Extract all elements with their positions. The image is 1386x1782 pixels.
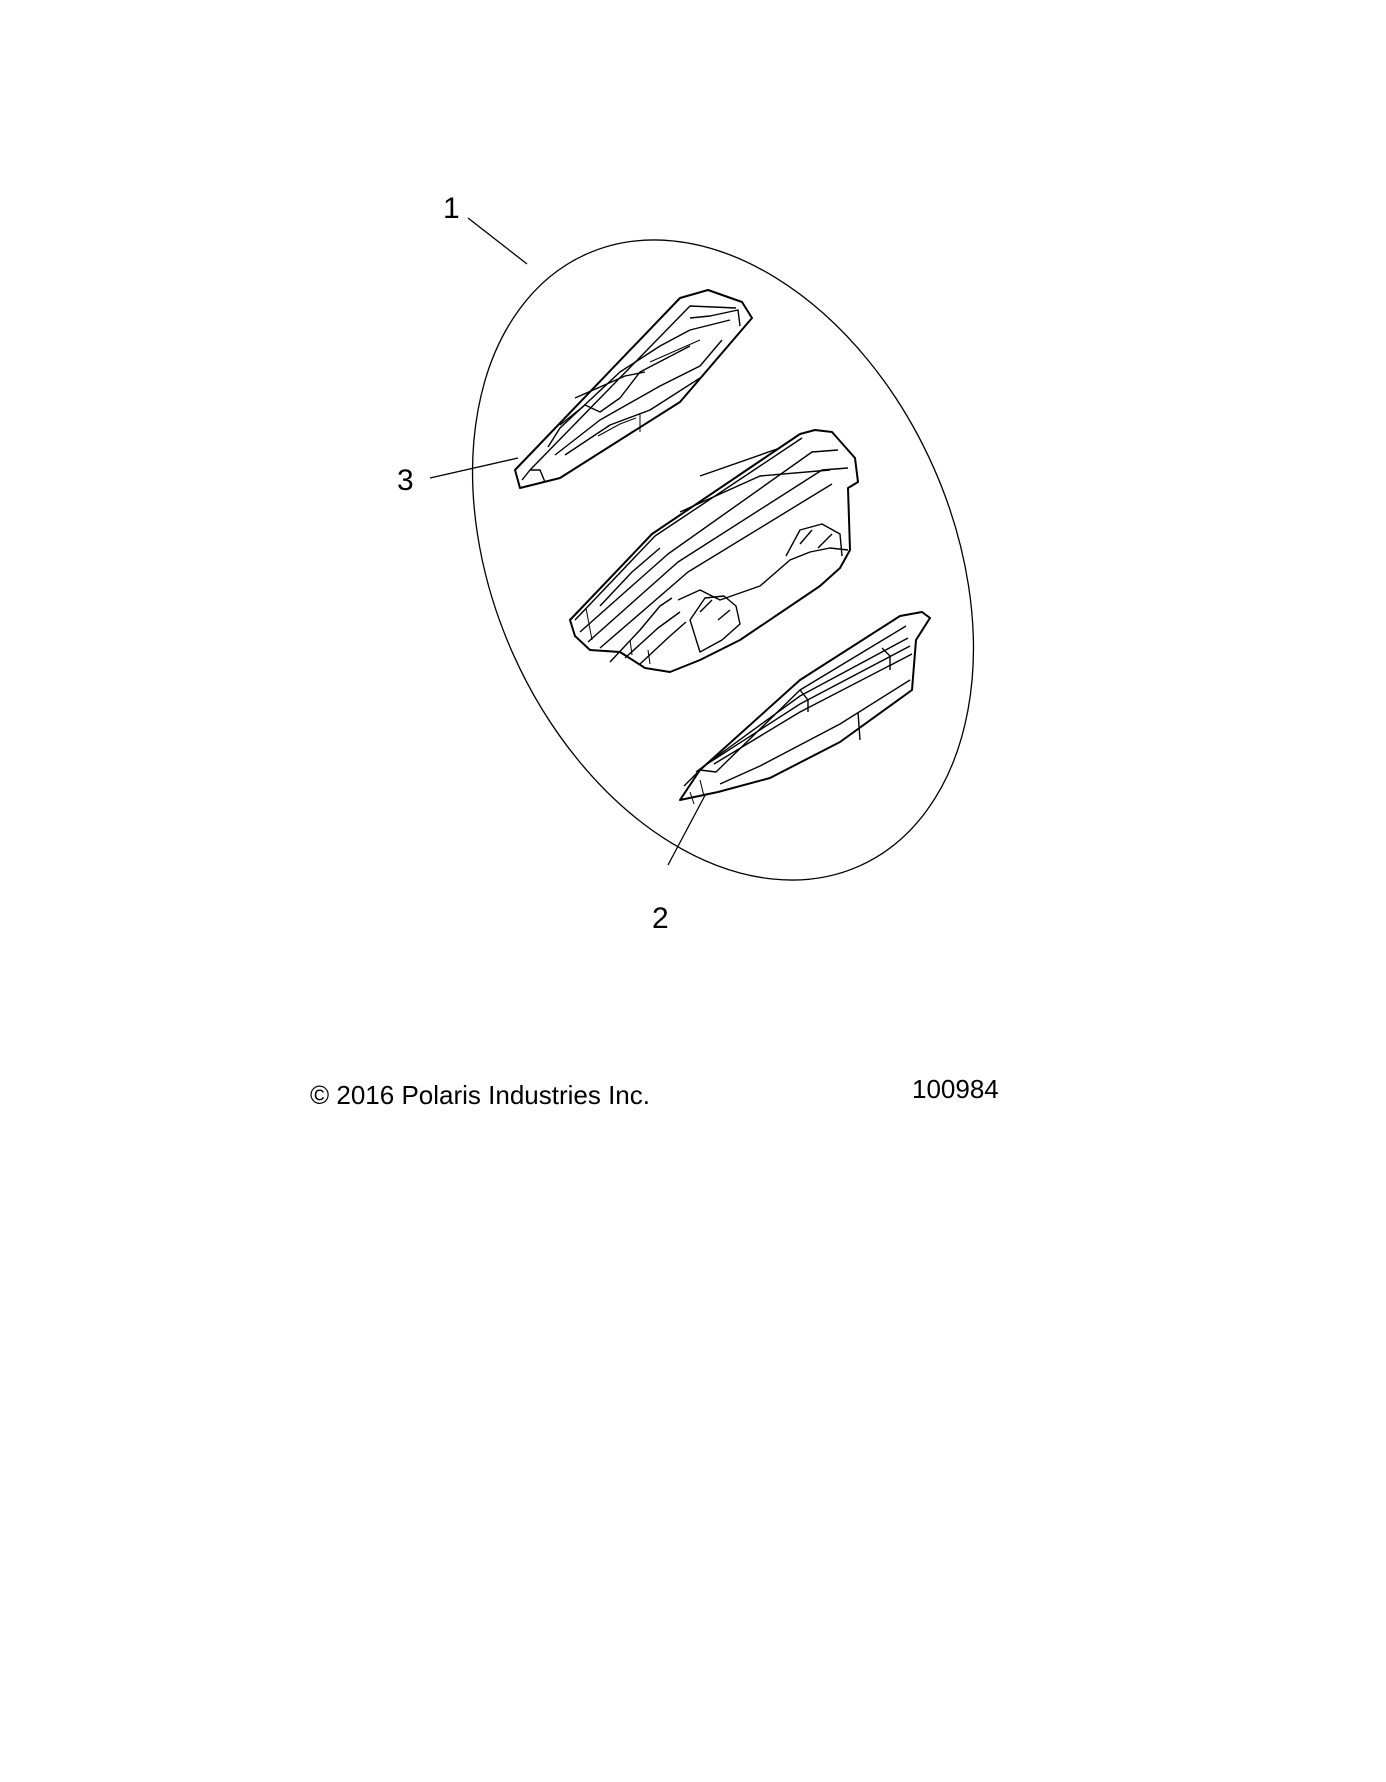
leader-line-3 bbox=[430, 458, 518, 478]
callout-1: 1 bbox=[443, 192, 460, 225]
copyright-notice: © 2016 Polaris Industries Inc. bbox=[310, 1080, 650, 1110]
callout-3: 3 bbox=[397, 464, 414, 497]
part-control-module bbox=[570, 430, 858, 672]
figure-number: 100984 bbox=[912, 1074, 999, 1104]
callout-2: 2 bbox=[652, 902, 669, 935]
part-top-cover bbox=[515, 290, 752, 488]
leader-line-1 bbox=[468, 218, 527, 264]
